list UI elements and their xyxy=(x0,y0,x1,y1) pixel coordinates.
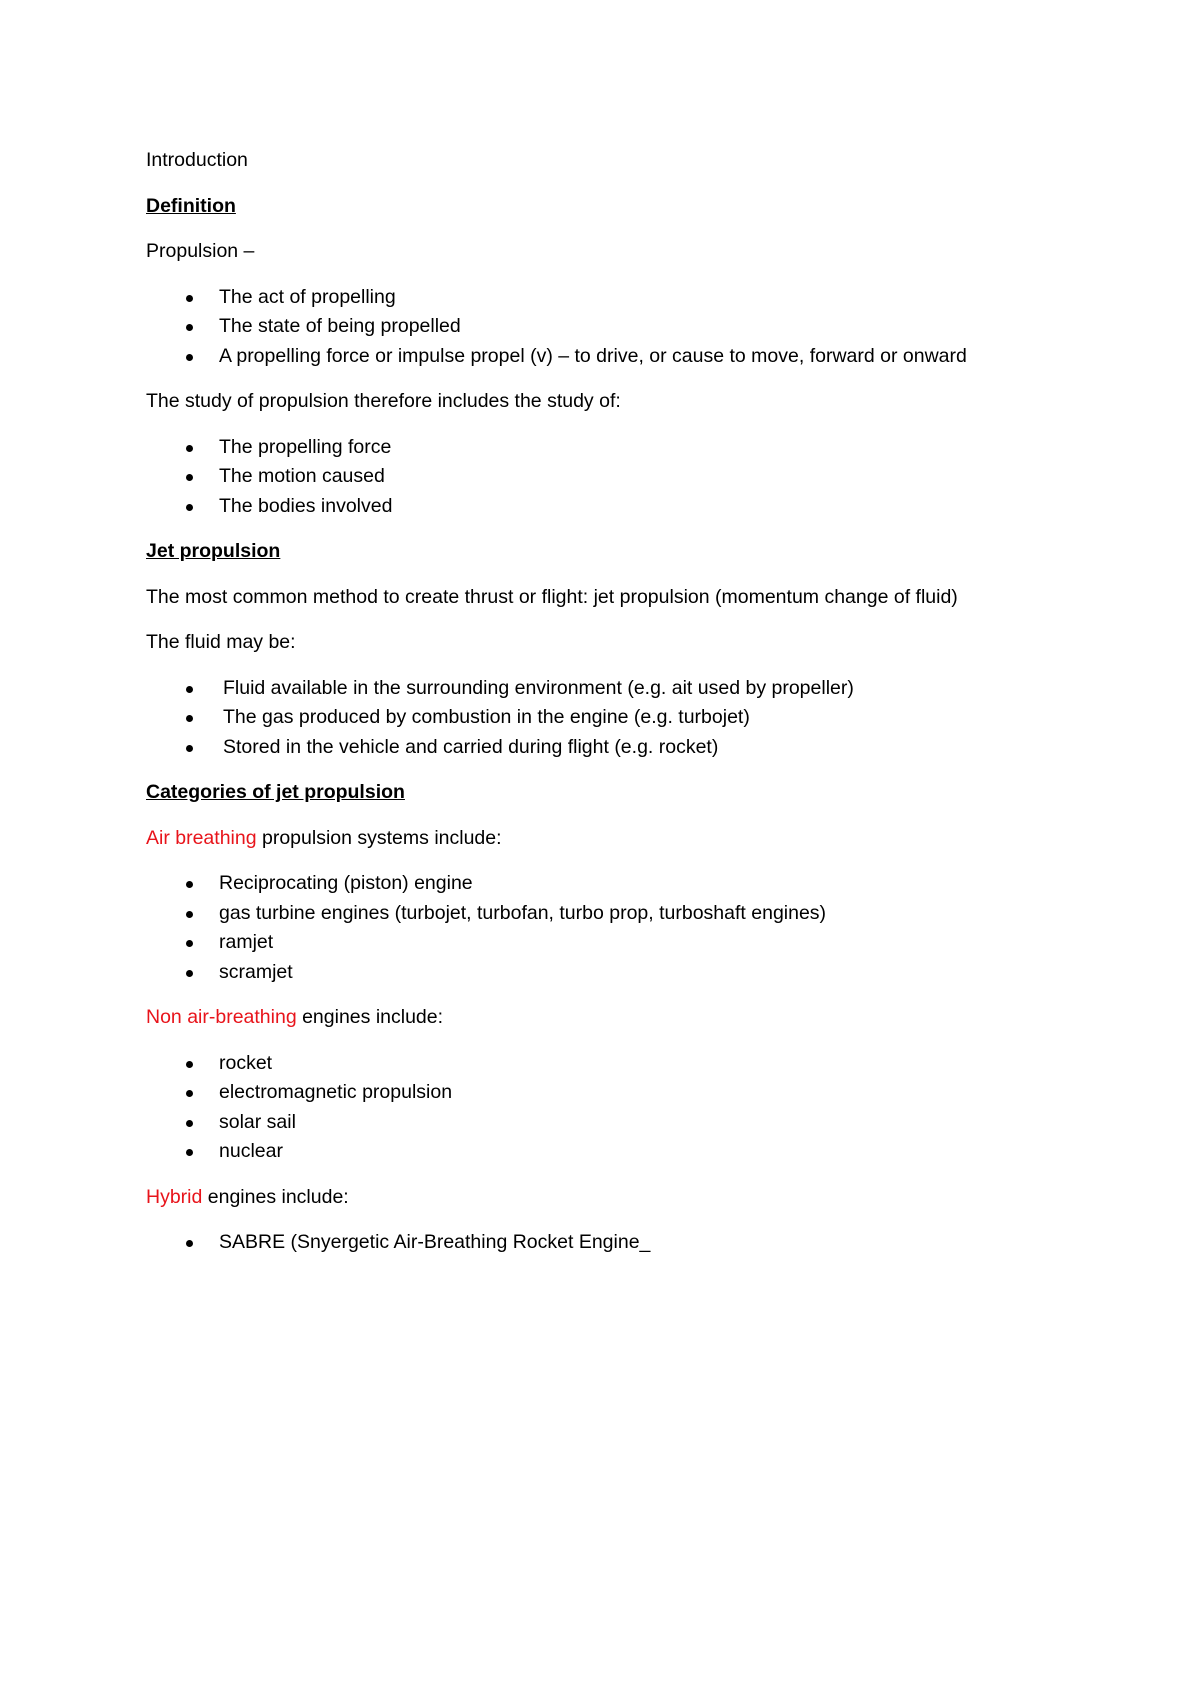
hybrid-list xyxy=(146,1228,1076,1258)
bullet-icon xyxy=(186,354,193,361)
jet-propulsion-heading: Jet propulsion xyxy=(146,540,281,562)
list-item-text: ramjet xyxy=(219,931,274,953)
list-item xyxy=(146,312,1076,342)
list-item xyxy=(146,674,1076,704)
bullet-icon xyxy=(186,745,193,752)
bullet-icon xyxy=(186,324,193,331)
list-item xyxy=(146,283,1076,313)
list-item xyxy=(146,928,1076,958)
list-item-text: The bodies involved xyxy=(219,494,393,517)
list-item-text: gas turbine engines (turbojet, turbofan, turbo prop, turboshaft engines) xyxy=(219,901,827,924)
categories-heading: Categories of jet propulsion xyxy=(146,781,405,803)
document-body xyxy=(146,146,1076,1274)
list-item xyxy=(146,433,1076,463)
definition-heading: Definition xyxy=(146,194,236,217)
air-breathing-rest: propulsion systems include: xyxy=(256,826,502,849)
list-item xyxy=(146,1137,1076,1167)
bullet-icon xyxy=(186,295,193,302)
bullet-icon xyxy=(186,474,193,481)
list-item-text: nuclear xyxy=(219,1140,283,1162)
bullet-icon xyxy=(186,1061,193,1068)
bullet-icon xyxy=(186,940,193,947)
bullet-icon xyxy=(186,881,193,888)
bullet-icon xyxy=(186,715,193,722)
non-air-breathing-term: Non air-breathing xyxy=(146,1006,297,1028)
list-item-text: Reciprocating (piston) engine xyxy=(219,872,473,894)
list-item-text: solar sail xyxy=(219,1110,296,1133)
air-breathing-term: Air breathing xyxy=(146,826,257,849)
fluid-list xyxy=(146,674,1076,763)
bullet-icon xyxy=(186,445,193,452)
list-item xyxy=(146,1049,1076,1079)
hybrid-text xyxy=(146,1183,1076,1213)
list-item xyxy=(146,1078,1076,1108)
list-item xyxy=(146,342,1076,372)
bullet-icon xyxy=(186,1240,193,1247)
non-air-breathing-text xyxy=(146,1003,1076,1033)
jet-text: The most common method to create thrust or flight: jet propulsion (momentum change of fluid) xyxy=(146,585,958,608)
list-item-text: Fluid available in the surrounding environment (e.g. ait used by propeller) xyxy=(223,676,854,699)
list-item xyxy=(146,703,1076,733)
bullet-icon xyxy=(186,1120,193,1127)
list-item-text: The gas produced by combustion in the engine (e.g. turbojet) xyxy=(223,706,750,728)
list-item-text: A propelling force or impulse propel (v) – to drive, or cause to move, forward or onward xyxy=(219,344,967,367)
bullet-icon xyxy=(186,911,193,918)
study-list xyxy=(146,433,1076,522)
non-air-breathing-rest: engines include: xyxy=(296,1006,444,1028)
list-item xyxy=(146,869,1076,899)
non-air-breathing-list xyxy=(146,1049,1076,1167)
list-item-text: electromagnetic propulsion xyxy=(219,1081,453,1103)
list-item xyxy=(146,1108,1076,1138)
list-item-text: scramjet xyxy=(219,960,293,983)
fluid-text: The fluid may be: xyxy=(146,631,296,653)
bullet-icon xyxy=(186,970,193,977)
list-item-text: rocket xyxy=(219,1051,273,1074)
propulsion-label: Propulsion – xyxy=(146,240,255,262)
list-item xyxy=(146,1228,1076,1258)
list-item xyxy=(146,462,1076,492)
list-item-text: The propelling force xyxy=(219,435,392,458)
list-item-text: The motion caused xyxy=(219,465,385,487)
list-item-text: SABRE (Snyergetic Air-Breathing Rocket Engine_ xyxy=(219,1231,651,1253)
list-item-text: The act of propelling xyxy=(219,285,396,308)
bullet-icon xyxy=(186,1149,193,1156)
bullet-icon xyxy=(186,686,193,693)
bullet-icon xyxy=(186,1090,193,1097)
bullet-icon xyxy=(186,504,193,511)
list-item-text: The state of being propelled xyxy=(219,315,461,337)
study-text: The study of propulsion therefore includes the study of: xyxy=(146,390,621,412)
list-item xyxy=(146,958,1076,988)
hybrid-term: Hybrid xyxy=(146,1185,203,1208)
list-item-text: Stored in the vehicle and carried during flight (e.g. rocket) xyxy=(223,735,719,758)
propulsion-list xyxy=(146,283,1076,372)
list-item xyxy=(146,899,1076,929)
list-item xyxy=(146,733,1076,763)
intro-text: Introduction xyxy=(146,149,248,171)
air-breathing-text xyxy=(146,824,1076,854)
air-breathing-list xyxy=(146,869,1076,987)
hybrid-rest: engines include: xyxy=(202,1185,349,1208)
list-item xyxy=(146,492,1076,522)
